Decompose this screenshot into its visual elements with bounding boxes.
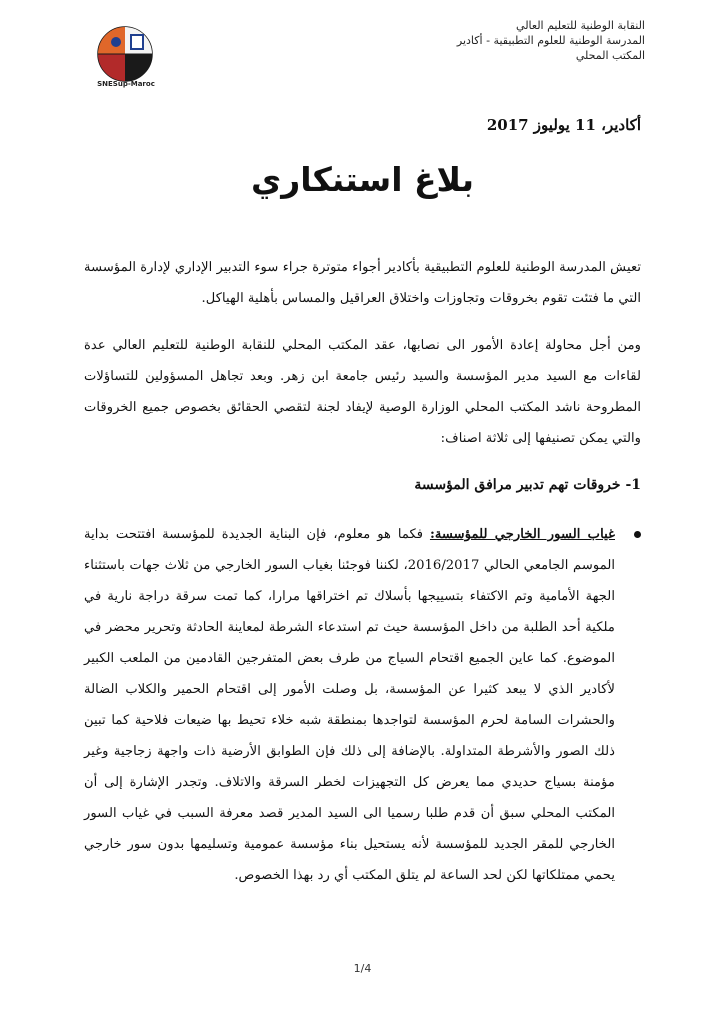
- bullet-item: [84, 519, 641, 891]
- organization-header: [457, 18, 645, 63]
- bullet-text: فكما هو معلوم، فإن البناية الجديدة للمؤسسة افتتحت بداية الموسم الجامعي الحالي 2016/2017، لكننا فوجئنا بغياب السور الخارجي من ثلاث جهات باستثناء الجهة الأمامية وتم الاكتفاء بتسييجها بأسلاك تم اختراقها مرارا، كما تمت سرقة دراجة نارية في ملكية أحد الطلبة من داخل المؤسسة حيث تم استدعاء الشرطة لمعاينة الحادثة وتحرير محضر في الموضوع. كما عاين الجميع اقتحام السياج من طرف بعض المتفرجين القادمين من الملعب الكبير لأكادير الذي لا يبعد كثيرا عن المؤسسة، بل وصلت الأمور إلى اقتحام الحمير والكلاب الضالة والحشرات السامة لحرم المؤسسة لتواجدها بمنطقة شبه خلاء تحيط بها ضيعات فلاحية كما تبين ذلك الصور والأشرطة المتداولة. بالإضافة إلى ذلك فإن الطوابق الأرضية ذات واجهة زجاجية وغير مؤمنة بسياج حديدي مما يعرض كل التجهيزات لخطر السرقة والاتلاف. وتجدر الإشارة إلى أن المكتب المحلي سبق أن قدم طلبا رسميا الى السيد المدير قصد معرفة السبب في غياب السور الخارجي للمقر الجديد للمؤسسة لأنه يستحيل بناء مؤسسة عمومية وتسليمها بدون سور خارجي يحمي ممتلكاتها لكن لحد الساعة لم يتلق المكتب أي رد بهذا الخصوص.: [84, 527, 615, 883]
- logo-caption: SNESup-Maroc: [97, 80, 155, 88]
- bullet-title: غياب السور الخارجي للمؤسسة:: [429, 527, 615, 542]
- document-body: [84, 252, 641, 891]
- bullet-icon: [634, 531, 641, 538]
- org-line-office: المكتب المحلي: [575, 49, 645, 62]
- paragraph-context: ومن أجل محاولة إعادة الأمور الى نصابها، عقد المكتب المحلي للنقابة الوطنية للتعليم العالي عدة لقاءات مع السيد مدير المؤسسة والسيد رئيس جامعة ابن زهر. وبعد تجاهل المسؤولين للتساؤلات المطروحة ناشد المكتب المحلي الوزارة الوصية لإيفاد لجنة لتقصي الحقائق بخصوص جميع الخروقات والتي يمكن تصنيفها إلى ثلاثة اصناف:: [84, 338, 641, 446]
- document-title: بلاغ استنكاري: [250, 160, 474, 199]
- org-line-union: النقابة الوطنية للتعليم العالي: [516, 19, 645, 32]
- document-date: أكادير، 11 يوليوز 2017: [486, 116, 641, 134]
- section-heading: 1- خروقات تهم تدبير مرافق المؤسسة: [414, 477, 641, 493]
- org-line-school: المدرسة الوطنية للعلوم التطبيقية - أكادير: [456, 34, 645, 47]
- paragraph-intro: تعيش المدرسة الوطنية للعلوم التطبيقية بأكادير أجواء متوترة جراء سوء التدبير الإداري لإدارة المؤسسة التي ما فتئت تقوم بخروقات وتجاوزات واختلاق العراقيل والمساس بأهلية الهياكل.: [84, 260, 641, 306]
- page-number: 1/4: [353, 962, 372, 975]
